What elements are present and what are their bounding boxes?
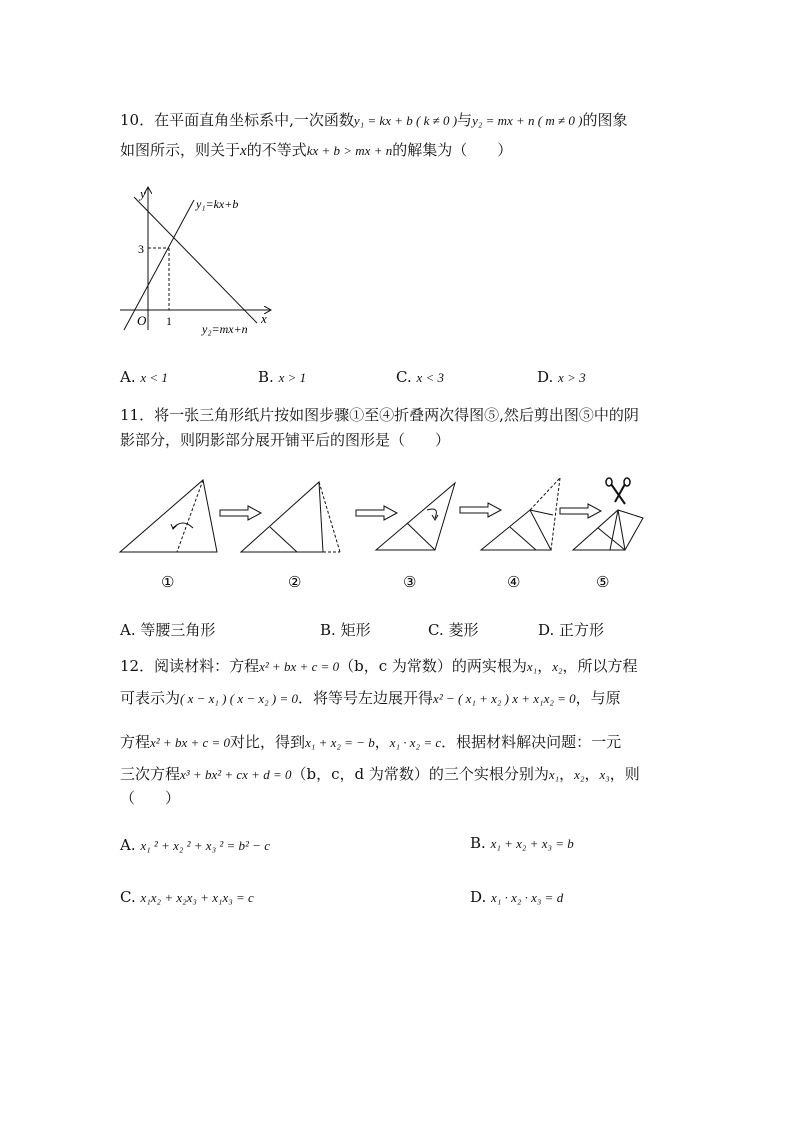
q12-formula: ( x − x₁ ) ( x − x₂ ) = 0: [180, 691, 299, 706]
origin-label: O: [137, 313, 147, 328]
option-text: 正方形: [559, 621, 605, 639]
q12-option-d[interactable]: [470, 888, 563, 906]
q11-option-b[interactable]: [320, 619, 371, 640]
scissors-icon: [606, 478, 630, 504]
step-label: ③: [403, 575, 417, 591]
option-key: A.: [120, 621, 136, 639]
q10-formula-2: y₂ = mx + n ( m ≠ 0 ): [472, 113, 583, 128]
q12-line3: [120, 732, 621, 753]
q12-formula: x₁: [526, 659, 538, 674]
fold-step-5: [573, 510, 643, 550]
option-text: x₁ · x₂ · x₃ = d: [491, 890, 564, 905]
q12-option-a[interactable]: [120, 836, 270, 854]
fold-step-2: [241, 482, 340, 552]
q12-text: 可表示为: [120, 689, 181, 707]
q12-formula: x² + bx + c = 0: [150, 735, 231, 750]
q10-text-e: 的解集为（ ）: [392, 141, 513, 159]
option-key: D.: [537, 368, 554, 386]
option-text: 菱形: [448, 621, 479, 639]
q12-text: 12．阅读材料：方程: [120, 657, 260, 675]
q10-text-c: 如图所示，则关于: [120, 141, 241, 159]
q10-inequality: kx + b > mx + n: [306, 143, 393, 158]
q11-option-a[interactable]: [120, 619, 215, 640]
arrow-icon: [560, 504, 601, 518]
option-text: x > 1: [278, 370, 307, 385]
arrow-icon: [220, 506, 261, 520]
q12-formula: x₁ · x₂ = c: [389, 735, 442, 750]
q12-formula: x₂: [574, 767, 585, 782]
q10-formula-1: y₁ = kx + b ( k ≠ 0 ): [353, 113, 458, 128]
step-label: ②: [288, 575, 302, 591]
option-text: 等腰三角形: [140, 621, 216, 639]
q12-line5: （ ）: [120, 789, 181, 807]
option-text: x < 3: [416, 370, 445, 385]
q10-var-x: x: [240, 143, 247, 159]
line-y1-label: y₁=kx+b: [196, 197, 239, 211]
line-y2-label: y₂=mx+n: [202, 322, 248, 336]
option-text: x > 3: [558, 370, 586, 385]
q11-folding-figure: [115, 470, 665, 595]
q11-line1: 11．将一张三角形纸片按如图步骤①至④折叠两次得图⑤,然后剪出图⑤中的阴: [120, 406, 639, 424]
q10-line1: [120, 110, 628, 131]
arrow-icon: [356, 506, 397, 520]
option-text: x < 1: [140, 370, 168, 385]
q11-option-d[interactable]: [538, 619, 604, 640]
line-y2: [134, 197, 257, 323]
tick-y-3: 3: [138, 242, 144, 256]
fold-step-3: [376, 483, 455, 550]
option-key: A.: [120, 368, 136, 386]
q12-text: ，: [374, 733, 390, 751]
q12-formula: x₁ + x₂ = − b: [305, 735, 375, 750]
q12-text: ，则: [609, 765, 640, 783]
q12-formula: x³ + bx² + cx + d = 0: [180, 767, 292, 782]
tick-x-1: 1: [166, 314, 172, 328]
q10-option-c[interactable]: [396, 368, 444, 386]
q12-option-c[interactable]: [120, 888, 254, 906]
q12-text: ，: [537, 657, 553, 675]
q12-option-b[interactable]: [470, 834, 574, 852]
q12-text: 方程: [120, 733, 151, 751]
q12-text: （b，c，d 为常数）的三个实根分别为: [291, 765, 549, 783]
q12-text: ．将等号左边展开得: [298, 689, 434, 707]
q10-line2: [120, 140, 512, 161]
option-text: x₁ ² + x₂ ² + x₃ ² = b² − c: [140, 838, 270, 853]
q10-text-mid: 与: [457, 111, 473, 129]
q11-option-c[interactable]: [428, 619, 479, 640]
q10-text-a: 10．在平面直角坐标系中,一次函数: [120, 111, 354, 129]
q12-formula: x₂: [552, 659, 563, 674]
q12-text: ，所以方程: [562, 657, 638, 675]
option-text: x₁ + x₂ + x₃ = b: [490, 836, 574, 851]
option-key: D.: [470, 888, 487, 906]
q12-text: 对比，得到: [230, 733, 306, 751]
q10-graph: [110, 180, 280, 340]
q10-option-d[interactable]: [537, 368, 586, 386]
q12-formula: x₃: [599, 767, 610, 782]
q11-line2: 影部分，则阴影部分展开铺平后的图形是（ ）: [120, 431, 451, 449]
y-axis-label: y: [140, 186, 146, 201]
option-key: C.: [428, 621, 444, 639]
fold-step-1: [120, 480, 217, 552]
option-key: A.: [120, 836, 136, 854]
option-key: B.: [320, 621, 336, 639]
q12-text: ，: [584, 765, 600, 783]
step-label: ①: [161, 575, 175, 591]
q12-text: ，: [559, 765, 575, 783]
q12-line2: [120, 688, 621, 709]
q10-option-b[interactable]: [258, 368, 306, 386]
q12-formula: x² + bx + c = 0: [259, 659, 340, 674]
q12-text: （b，c 为常数）的两实根为: [339, 657, 527, 675]
q12-line4: [120, 764, 640, 785]
option-text: 矩形: [340, 621, 371, 639]
option-key: C.: [396, 368, 412, 386]
x-axis-label: x: [261, 311, 267, 326]
arrow-icon: [460, 503, 501, 517]
q10-text-d: 的不等式: [246, 141, 307, 159]
option-text: x₁x₂ + x₂x₃ + x₁x₃ = c: [140, 890, 254, 905]
q10-text-b: 的图象: [582, 111, 628, 129]
q10-option-a[interactable]: [120, 368, 168, 386]
q12-formula: x₁: [548, 767, 560, 782]
q12-text: ．根据材料解决问题：一元: [441, 733, 622, 751]
option-key: B.: [258, 368, 274, 386]
q12-formula: x² − ( x₁ + x₂ ) x + x₁x₂ = 0: [433, 691, 576, 706]
option-key: C.: [120, 888, 136, 906]
step-label: ⑤: [596, 575, 610, 591]
q12-line1: [120, 656, 638, 677]
q12-text: 三次方程: [120, 765, 181, 783]
option-key: D.: [538, 621, 555, 639]
q12-text: ，与原: [575, 689, 621, 707]
option-key: B.: [470, 834, 486, 852]
step-label: ④: [507, 575, 521, 591]
